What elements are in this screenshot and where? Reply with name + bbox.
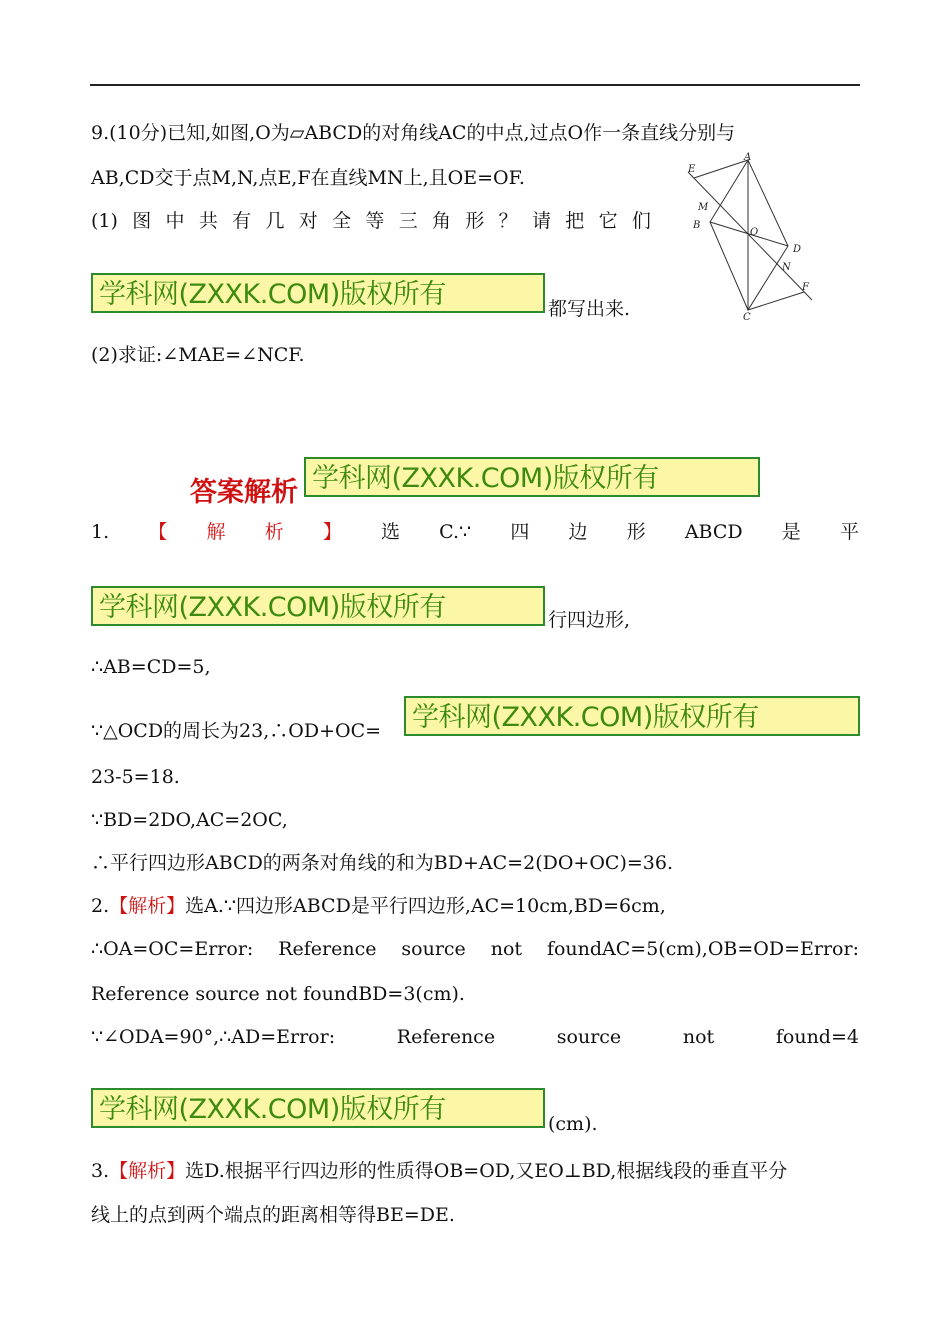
- q9-line-3-word: 等: [365, 210, 385, 232]
- watermark-2: 学科网(ZXXK.COM)版权所有: [304, 457, 760, 497]
- q9-line-3-word: 图: [132, 210, 152, 232]
- a1-line-6: ∵BD=2DO,AC=2OC,: [91, 809, 288, 831]
- q9-line-3-word: 把: [565, 210, 585, 232]
- q9-line-4-tail: 都写出来.: [548, 298, 631, 320]
- a2-line-2-word: source: [401, 938, 466, 960]
- a2-line-2-word: foundAC=5(cm),OB=OD=Error:: [546, 938, 859, 960]
- a2-line-1-text: 选A.∵四边形ABCD是平行四边形,AC=10cm,BD=6cm,: [185, 895, 666, 917]
- q9-line-3: [91, 209, 651, 233]
- a1-line-1-word: 形: [626, 521, 646, 543]
- parallelogram-figure: [680, 150, 830, 325]
- q9-line-3-word: 角: [432, 210, 452, 232]
- q9-line-3-word: 形: [465, 210, 485, 232]
- q9-line-3-word: (1): [91, 210, 118, 232]
- label-f: F: [802, 282, 809, 293]
- a1-line-7: ∴平行四边形ABCD的两条对角线的和为BD+AC=2(DO+OC)=36.: [91, 852, 673, 874]
- a2-number: 2.: [91, 895, 110, 917]
- q9-line-3-word: 共: [198, 210, 218, 232]
- q9-line-3-word: 几: [265, 210, 285, 232]
- a1-line-1-word: 解: [206, 521, 226, 543]
- a2-line-3: Reference source not foundBD=3(cm).: [91, 983, 465, 1005]
- q9-line-3-word: 有: [232, 210, 252, 232]
- label-e: E: [688, 164, 696, 175]
- label-n: N: [782, 262, 791, 273]
- a1-line-1-word: 四: [510, 521, 530, 543]
- label-o: O: [750, 227, 759, 238]
- q9-line-3-word: 中: [165, 210, 185, 232]
- a2-line-2-word: Reference: [278, 938, 377, 960]
- a1-line-1-word: ABCD: [684, 521, 743, 543]
- a2-line-4: [91, 1025, 859, 1049]
- a2-line-4-word: Reference: [396, 1026, 496, 1048]
- answers-title: 答案解析: [190, 477, 298, 508]
- q9-line-3-word: 三: [398, 210, 418, 232]
- a1-line-1-word: 析: [264, 521, 284, 543]
- label-a: A: [744, 152, 752, 163]
- q9-line-3-word: 们: [631, 210, 651, 232]
- a1-line-2-tail: 行四边形,: [548, 609, 631, 631]
- a1-line-1-word: 平: [839, 521, 859, 543]
- segment-cf: [748, 292, 804, 310]
- a2-line-4-word: not: [682, 1026, 715, 1048]
- a3-line-1-text: 选D.根据平行四边形的性质得OB=OD,又EO⊥BD,根据线段的垂直平分: [185, 1160, 788, 1182]
- a1-line-3: ∴AB=CD=5,: [91, 656, 211, 678]
- q9-line-5: (2)求证:∠MAE=∠NCF.: [91, 344, 305, 366]
- a1-line-1-word: 选: [380, 521, 400, 543]
- segment-ae: [694, 160, 748, 178]
- a3-line-2: 线上的点到两个端点的距离相等得BE=DE.: [91, 1204, 455, 1226]
- watermark-1: 学科网(ZXXK.COM)版权所有: [91, 273, 545, 313]
- watermark-3: 学科网(ZXXK.COM)版权所有: [91, 586, 545, 626]
- a1-line-1: [91, 520, 859, 544]
- a2-line-1: [91, 894, 666, 918]
- q9-line-1: 9.(10分)已知,如图,O为▱ABCD的对角线AC的中点,过点O作一条直线分别与: [91, 122, 736, 144]
- a1-line-1-word: 】: [322, 521, 342, 543]
- a1-line-5: 23-5=18.: [91, 766, 180, 788]
- top-rule: [90, 84, 860, 86]
- q9-line-3-word: 对: [298, 210, 318, 232]
- a2-line-2-word: ∴OA=OC=Error:: [91, 938, 254, 960]
- a2-line-4-word: found=4: [775, 1026, 859, 1048]
- a2-analysis-tag: 【解析】: [109, 895, 186, 917]
- a2-line-2-word: not: [490, 938, 523, 960]
- q9-line-3-word: 请: [531, 210, 551, 232]
- a2-line-4-word: ∵∠ODA=90°,∴AD=Error:: [91, 1026, 336, 1048]
- a1-line-1-word: C.∵: [439, 521, 472, 543]
- a2-line-5-tail: (cm).: [548, 1113, 598, 1135]
- label-c: C: [743, 312, 751, 323]
- a3-number: 3.: [91, 1160, 110, 1182]
- a3-line-1: [91, 1159, 787, 1183]
- label-b: B: [693, 220, 701, 231]
- label-d: D: [793, 244, 802, 255]
- q9-line-2: AB,CD交于点M,N,点E,F在直线MN上,且OE=OF.: [91, 167, 525, 189]
- watermark-4: 学科网(ZXXK.COM)版权所有: [404, 696, 860, 736]
- q9-line-3-word: ？: [498, 210, 518, 232]
- a1-line-4: ∵△OCD的周长为23,∴OD+OC=: [91, 720, 382, 742]
- a1-line-1-word: 边: [568, 521, 588, 543]
- label-m: M: [698, 202, 709, 213]
- q9-line-3-word: 全: [332, 210, 352, 232]
- a1-line-1-word: 1.: [91, 521, 110, 543]
- a2-line-4-word: source: [556, 1026, 622, 1048]
- a1-line-1-word: 是: [781, 521, 801, 543]
- q9-line-3-word: 它: [598, 210, 618, 232]
- a2-line-2: [91, 937, 859, 961]
- a1-line-1-word: 【: [148, 521, 168, 543]
- a3-analysis-tag: 【解析】: [109, 1160, 186, 1182]
- watermark-5: 学科网(ZXXK.COM)版权所有: [91, 1088, 545, 1128]
- diagonal-bd: [710, 222, 788, 246]
